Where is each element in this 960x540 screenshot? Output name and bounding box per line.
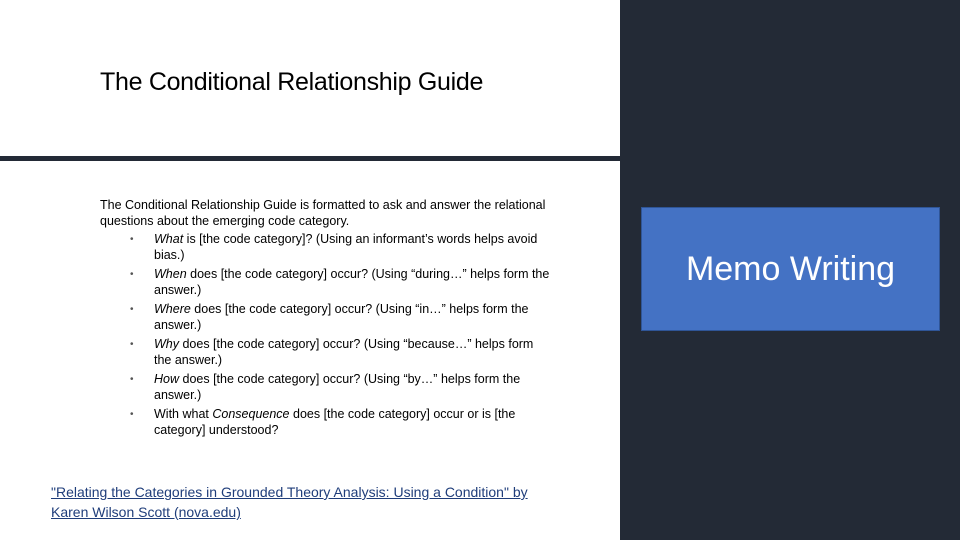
list-item (100, 267, 550, 298)
bullet-icon: • (130, 409, 134, 420)
list-item (100, 372, 550, 403)
bullet-icon: • (130, 269, 134, 280)
body-text (100, 198, 550, 442)
list-item (100, 337, 550, 368)
question-keyword: How (154, 372, 180, 386)
memo-writing-box (641, 207, 940, 331)
list-item (100, 407, 550, 438)
slide-title: The Conditional Relationship Guide (100, 68, 484, 96)
question-keyword: Consequence (212, 407, 290, 421)
question-list (100, 232, 550, 438)
question-keyword: When (154, 267, 187, 281)
question-text: does [the code category] occur or is [the category] understood? (154, 407, 516, 437)
list-item (100, 232, 550, 263)
question-keyword: Why (154, 337, 179, 351)
citation-link[interactable]: "Relating the Categories in Grounded Theory Analysis: Using a Condition" by Karen Wilson Scott (nova.edu) (51, 484, 528, 520)
question-text: does [the code category] occur? (Using “by…” helps form the answer.) (154, 372, 521, 402)
question-keyword: Where (154, 302, 191, 316)
question-keyword: What (154, 232, 184, 246)
question-text: does [the code category] occur? (Using “in…” helps form the answer.) (154, 302, 529, 332)
intro-paragraph: The Conditional Relationship Guide is formatted to ask and answer the relational questions about the emerging code category. (100, 198, 546, 228)
bullet-icon: • (130, 374, 134, 385)
memo-writing-label: Memo Writing (685, 249, 896, 288)
question-text: is [the code category]? (Using an informant’s words helps avoid bias.) (154, 232, 538, 262)
bullet-icon: • (130, 304, 134, 315)
title-divider (0, 156, 620, 161)
bullet-icon: • (130, 234, 134, 245)
question-prefix: With what (154, 407, 213, 421)
question-text: does [the code category] occur? (Using “during…” helps form the answer.) (154, 267, 550, 297)
list-item (100, 302, 550, 333)
question-text: does [the code category] occur? (Using “because…” helps form the answer.) (154, 337, 534, 367)
bullet-icon: • (130, 339, 134, 350)
